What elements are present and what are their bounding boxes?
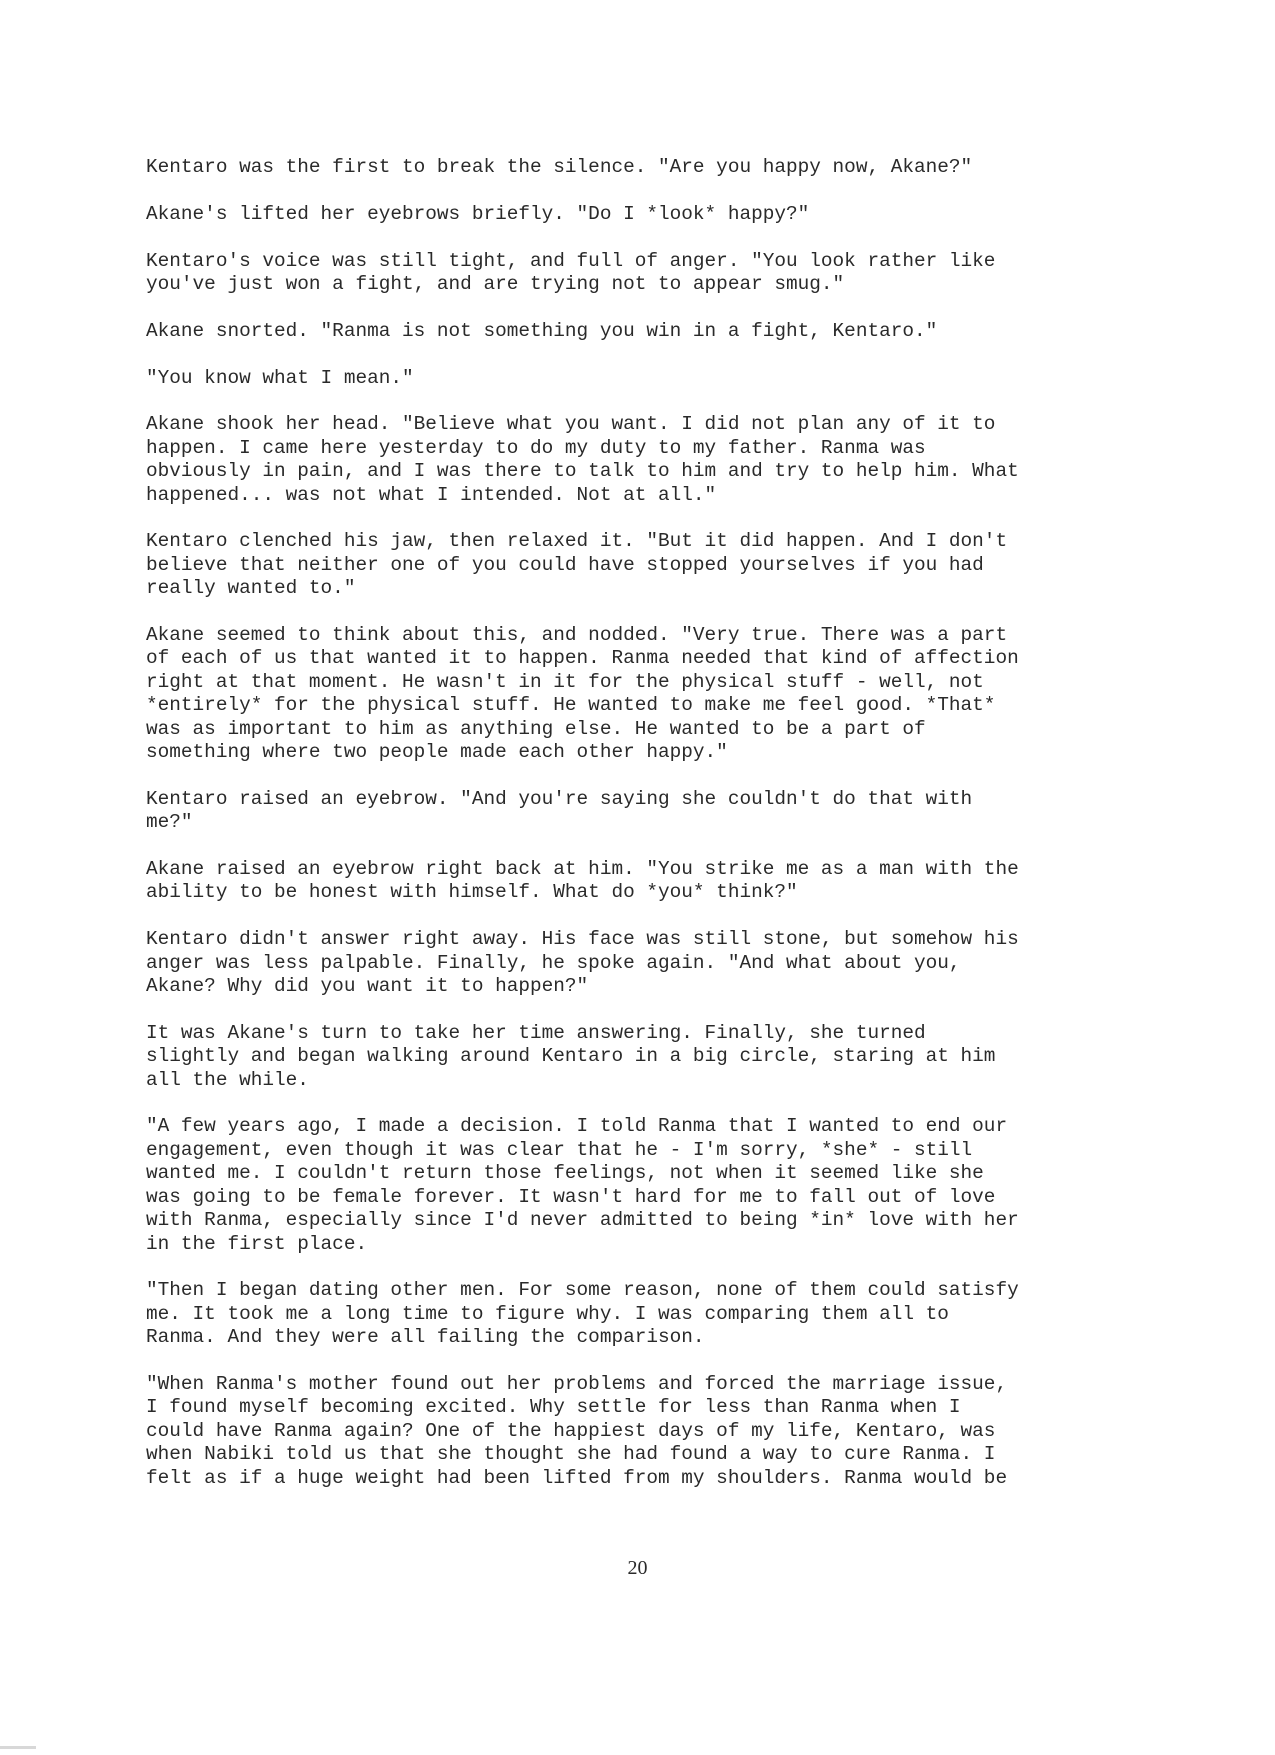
paragraph: "A few years ago, I made a decision. I told Ranma that I wanted to end our engagement, even though it was clear that he - I'm sorry, *she* - still wanted me. I couldn't return those feelings, not when it seemed like she was going to be female forever. It wasn't hard for me to fall out of love with Ranma, especially since I'd never admitted to being *in* love with her in the first place. [146, 1115, 1019, 1255]
paragraph: Kentaro didn't answer right away. His face was still stone, but somehow his anger was less palpable. Finally, he spoke again. "And what about you, Akane? Why did you want it to happen?" [146, 928, 1019, 998]
paragraph: "Then I began dating other men. For some reason, none of them could satisfy me. It took me a long time to figure why. I was comparing them all to Ranma. And they were all failing the comparison. [146, 1279, 1019, 1349]
paragraph: It was Akane's turn to take her time answering. Finally, she turned slightly and began walking around Kentaro in a big circle, staring at him all the while. [146, 1021, 996, 1091]
paragraph: Akane seemed to think about this, and nodded. "Very true. There was a part of each of us that wanted it to happen. Ranma needed that kind of affection right at that moment. He wasn't in it for the physical stuff - well, not *entirely* for the physical stuff. He wanted to make me feel good. *That* was as important to him as anything else. He wanted to be a part of something where two people made each other happy." [146, 624, 1019, 764]
paragraph: Akane snorted. "Ranma is not something you win in a fight, Kentaro." [146, 319, 938, 342]
page-number: 20 [627, 1557, 648, 1579]
paragraph: Kentaro raised an eyebrow. "And you're saying she couldn't do that with me?" [146, 787, 973, 834]
paragraph: Akane raised an eyebrow right back at him. "You strike me as a man with the ability to be honest with himself. What do *you* think?" [146, 858, 1019, 904]
paragraph: Kentaro's voice was still tight, and full of anger. "You look rather like you've just won a fight, and are trying not to appear smug." [146, 249, 996, 295]
paragraph: Kentaro clenched his jaw, then relaxed it. "But it did happen. And I don't believe that neither one of you could have stopped yourselves if you had really wanted to." [146, 530, 1008, 600]
paragraph: Akane shook her head. "Believe what you want. I did not plan any of it to happen. I came here yesterday to do my duty to my father. Ranma was obviously in pain, and I was there to talk to him and try to help him. What happened... was not what I intended. Not at all." [146, 413, 1019, 506]
paragraph: Kentaro was the first to break the silence. "Are you happy now, Akane?" [146, 156, 973, 178]
scan-edge-mark [0, 1746, 36, 1749]
body-text [146, 156, 1146, 1513]
paragraph: "When Ranma's mother found out her problems and forced the marriage issue, I found myself becoming excited. Why settle for less than Ranma when I could have Ranma again? One of the happiest days of my life, Kentaro, was when Nabiki told us that she thought she had found a way to cure Ranma. I felt as if a huge weight had been lifted from my shoulders. Ranma would be [146, 1372, 1008, 1489]
paragraph: Akane's lifted her eyebrows briefly. "Do I *look* happy?" [146, 202, 810, 225]
paragraph: "You know what I mean." [146, 366, 414, 389]
